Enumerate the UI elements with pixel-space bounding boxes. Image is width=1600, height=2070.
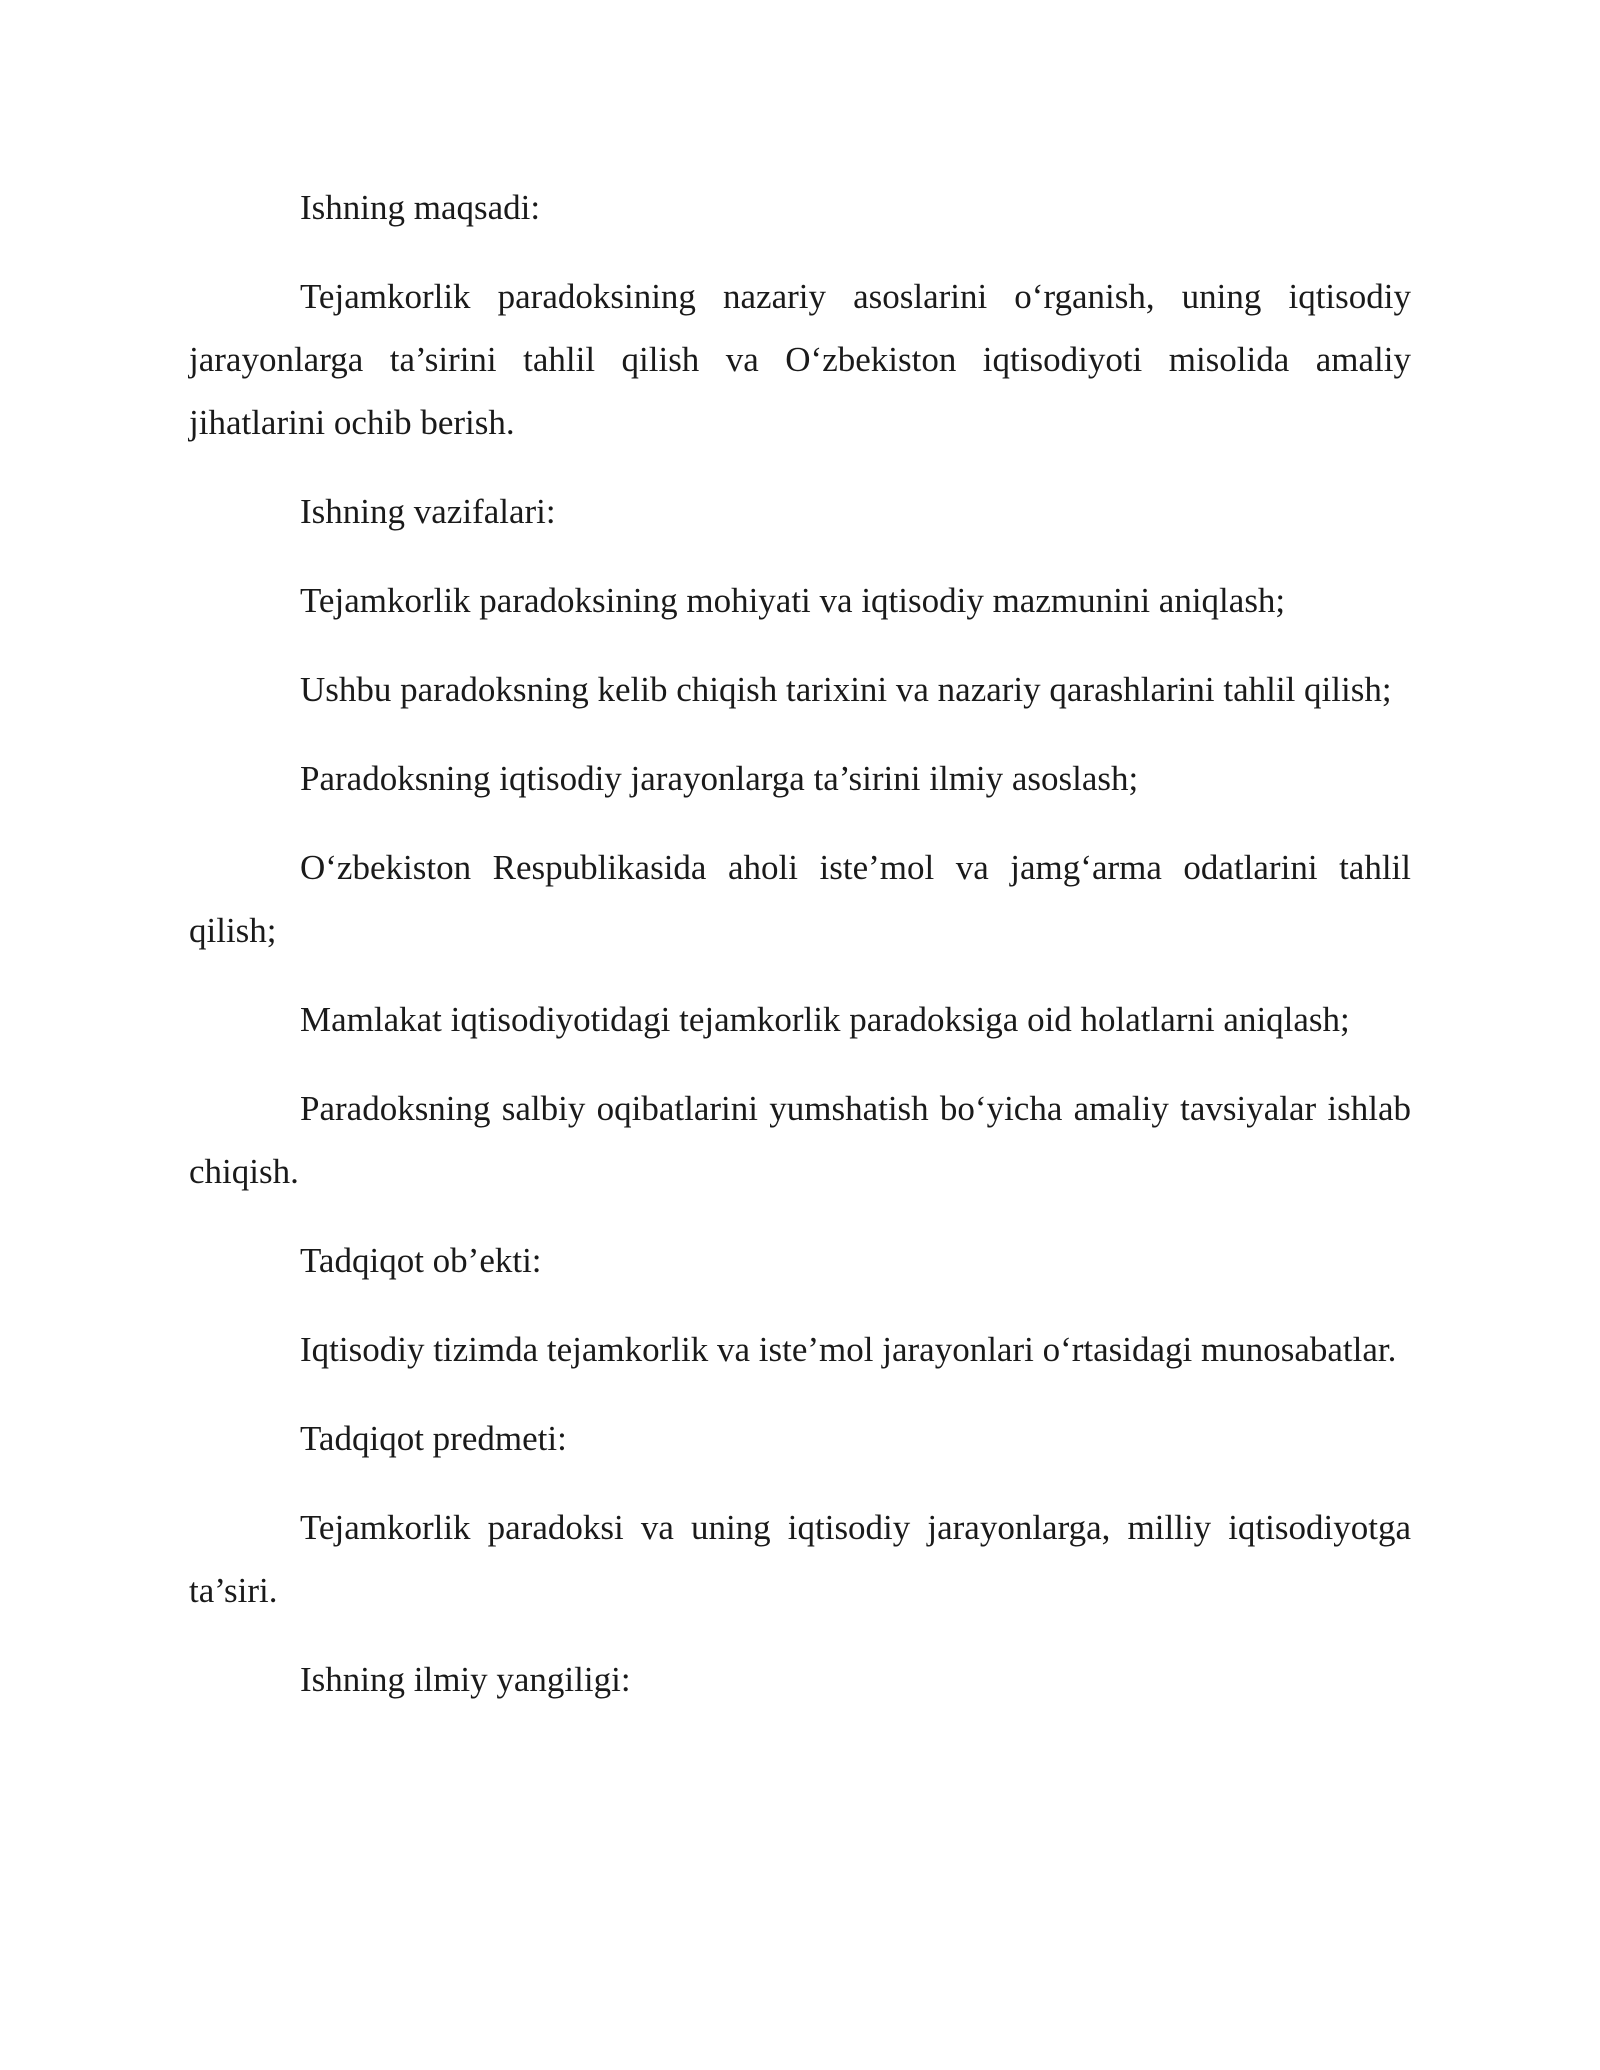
task-item: Paradoksning salbiy oqibatlarini yumshatish bo‘yicha amaliy tavsiyalar ishlab chiqish. <box>189 1089 1411 1191</box>
task-item: Ushbu paradoksning kelib chiqish tarixini va nazariy qarashlarini tahlil qilish; <box>300 670 1392 709</box>
task-item: Tejamkorlik paradoksining mohiyati va iqtisodiy mazmunini aniqlash; <box>300 581 1286 620</box>
task-item: Paradoksning iqtisodiy jarayonlarga ta’sirini ilmiy asoslash; <box>300 759 1139 798</box>
heading-research-object: Tadqiqot ob’ekti: <box>300 1241 542 1280</box>
heading-tasks: Ishning vazifalari: <box>300 492 556 531</box>
document-body <box>189 176 1411 1737</box>
research-object-paragraph: Iqtisodiy tizimda tejamkorlik va iste’mol jarayonlari o‘rtasidagi munosabatlar. <box>300 1330 1397 1369</box>
goal-paragraph: Tejamkorlik paradoksining nazariy asoslarini o‘rganish, uning iqtisodiy jarayonlarga ta’sirini tahlil qilish va O‘zbekiston iqtisodiyoti misolida amaliy jihatlarini ochib berish. <box>189 277 1411 442</box>
research-subject-paragraph: Tejamkorlik paradoksi va uning iqtisodiy jarayonlarga, milliy iqtisodiyotga ta’siri. <box>189 1508 1411 1610</box>
task-item: O‘zbekiston Respublikasida aholi iste’mol va jamg‘arma odatlarini tahlil qilish; <box>189 848 1411 950</box>
heading-goal: Ishning maqsadi: <box>300 188 541 227</box>
heading-research-subject: Tadqiqot predmeti: <box>300 1419 567 1458</box>
task-item: Mamlakat iqtisodiyotidagi tejamkorlik paradoksiga oid holatlarni aniqlash; <box>300 1000 1350 1039</box>
heading-scientific-novelty: Ishning ilmiy yangiligi: <box>300 1660 631 1699</box>
